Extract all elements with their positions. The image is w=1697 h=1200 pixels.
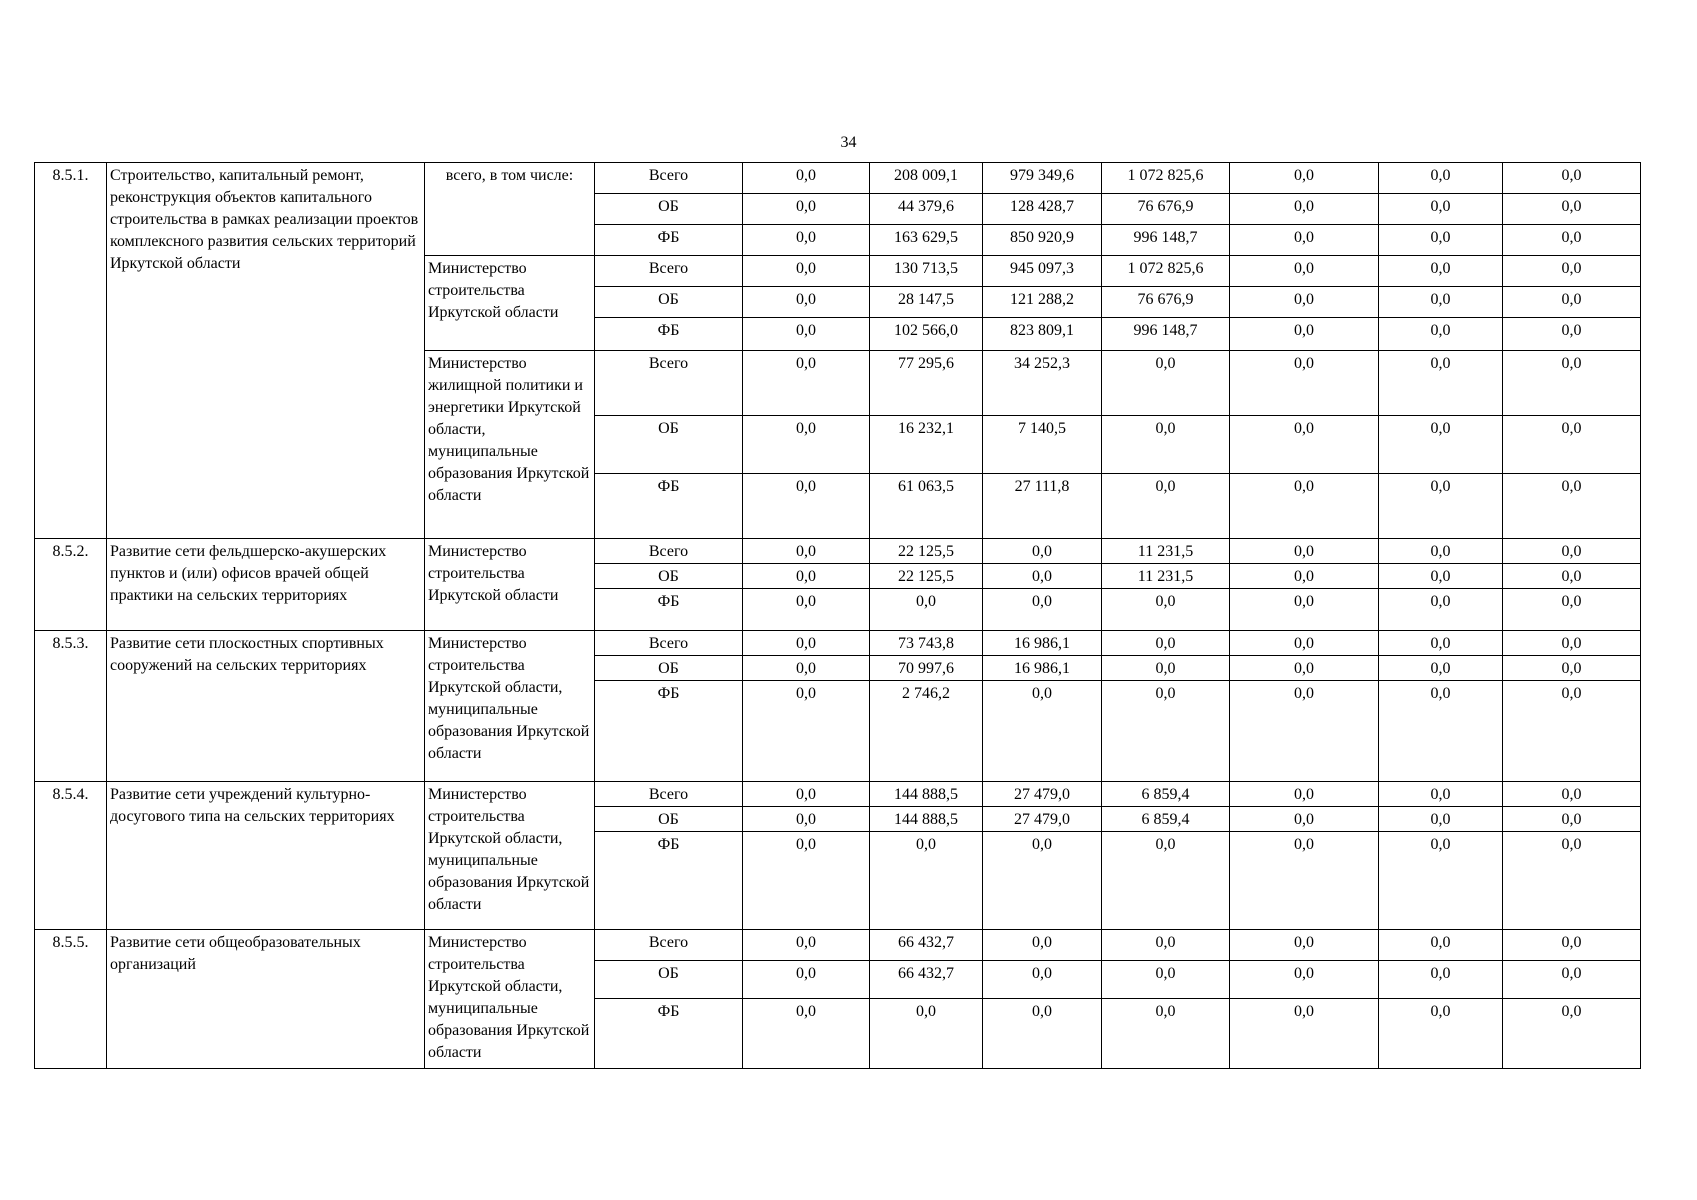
amount-cell: 0,0 [743, 782, 870, 807]
amount-cell: 0,0 [983, 681, 1102, 782]
amount-cell: 0,0 [1503, 256, 1641, 287]
amount-cell: 7 140,5 [983, 416, 1102, 474]
executor-cell: Министерство строительства Иркутской области [425, 539, 595, 631]
amount-cell: 0,0 [1379, 656, 1503, 681]
funding-source-cell: ОБ [595, 961, 743, 999]
amount-cell: 0,0 [1379, 782, 1503, 807]
table-row [35, 631, 1641, 656]
amount-cell: 0,0 [1503, 564, 1641, 589]
funding-source-cell: ФБ [595, 318, 743, 351]
amount-cell: 0,0 [983, 999, 1102, 1069]
amount-cell: 0,0 [1503, 225, 1641, 256]
amount-cell: 22 125,5 [870, 539, 983, 564]
amount-cell: 979 349,6 [983, 163, 1102, 194]
amount-cell: 0,0 [1503, 681, 1641, 782]
funding-source-cell: ФБ [595, 225, 743, 256]
amount-cell: 0,0 [1379, 351, 1503, 416]
amount-cell: 0,0 [1379, 589, 1503, 631]
amount-cell: 0,0 [1230, 416, 1379, 474]
amount-cell: 0,0 [1102, 961, 1230, 999]
funding-source-cell: ОБ [595, 807, 743, 832]
amount-cell: 0,0 [1230, 351, 1379, 416]
funding-source-cell: ФБ [595, 681, 743, 782]
funding-source-cell: ОБ [595, 194, 743, 225]
amount-cell: 0,0 [1379, 318, 1503, 351]
amount-cell: 0,0 [1379, 961, 1503, 999]
amount-cell: 0,0 [743, 287, 870, 318]
amount-cell: 1 072 825,6 [1102, 256, 1230, 287]
amount-cell: 0,0 [1503, 539, 1641, 564]
amount-cell: 0,0 [743, 416, 870, 474]
amount-cell: 0,0 [743, 351, 870, 416]
table-body [35, 163, 1641, 1069]
item-description: Развитие сети общеобразовательных организаций [107, 930, 425, 1069]
funding-source-cell: ФБ [595, 474, 743, 539]
amount-cell: 0,0 [743, 318, 870, 351]
amount-cell: 0,0 [1503, 318, 1641, 351]
executor-cell: Министерство строительства Иркутской области, муниципальные образования Иркутской области [425, 930, 595, 1069]
funding-source-cell: ОБ [595, 656, 743, 681]
amount-cell: 0,0 [1230, 474, 1379, 539]
amount-cell: 0,0 [1230, 656, 1379, 681]
amount-cell: 0,0 [1102, 999, 1230, 1069]
amount-cell: 121 288,2 [983, 287, 1102, 318]
amount-cell: 0,0 [1102, 681, 1230, 782]
amount-cell: 77 295,6 [870, 351, 983, 416]
amount-cell: 0,0 [1230, 807, 1379, 832]
amount-cell: 0,0 [1379, 416, 1503, 474]
amount-cell: 76 676,9 [1102, 194, 1230, 225]
amount-cell: 0,0 [1230, 631, 1379, 656]
amount-cell: 0,0 [1503, 656, 1641, 681]
item-code: 8.5.2. [35, 539, 107, 631]
amount-cell: 0,0 [1102, 589, 1230, 631]
item-code: 8.5.1. [35, 163, 107, 539]
page-number: 34 [840, 134, 857, 151]
amount-cell: 0,0 [1379, 807, 1503, 832]
item-code: 8.5.3. [35, 631, 107, 782]
amount-cell: 996 148,7 [1102, 318, 1230, 351]
amount-cell: 0,0 [1230, 256, 1379, 287]
amount-cell: 0,0 [1379, 681, 1503, 782]
amount-cell: 44 379,6 [870, 194, 983, 225]
amount-cell: 0,0 [743, 539, 870, 564]
amount-cell: 66 432,7 [870, 961, 983, 999]
amount-cell: 0,0 [743, 225, 870, 256]
amount-cell: 22 125,5 [870, 564, 983, 589]
amount-cell: 0,0 [1503, 589, 1641, 631]
funding-source-cell: Всего [595, 930, 743, 961]
amount-cell: 208 009,1 [870, 163, 983, 194]
amount-cell: 0,0 [743, 656, 870, 681]
executor-cell: Министерство строительства Иркутской области, муниципальные образования Иркутской области [425, 631, 595, 782]
item-description: Развитие сети учреждений культурно-досугового типа на сельских территориях [107, 782, 425, 930]
amount-cell: 128 428,7 [983, 194, 1102, 225]
item-description: Развитие сети плоскостных спортивных сооружений на сельских территориях [107, 631, 425, 782]
funding-source-cell: Всего [595, 631, 743, 656]
amount-cell: 0,0 [1230, 782, 1379, 807]
amount-cell: 0,0 [743, 832, 870, 930]
amount-cell: 0,0 [1503, 416, 1641, 474]
amount-cell: 0,0 [1379, 287, 1503, 318]
amount-cell: 144 888,5 [870, 782, 983, 807]
amount-cell: 0,0 [1230, 287, 1379, 318]
amount-cell: 0,0 [743, 256, 870, 287]
amount-cell: 0,0 [743, 930, 870, 961]
funding-source-cell: ОБ [595, 416, 743, 474]
funding-source-cell: Всего [595, 163, 743, 194]
table-row [35, 163, 1641, 194]
amount-cell: 0,0 [1230, 681, 1379, 782]
item-code: 8.5.4. [35, 782, 107, 930]
amount-cell: 0,0 [1379, 194, 1503, 225]
amount-cell: 0,0 [1379, 539, 1503, 564]
amount-cell: 1 072 825,6 [1102, 163, 1230, 194]
amount-cell: 163 629,5 [870, 225, 983, 256]
amount-cell: 0,0 [1379, 256, 1503, 287]
amount-cell: 0,0 [1503, 930, 1641, 961]
amount-cell: 0,0 [1230, 999, 1379, 1069]
funding-source-cell: ОБ [595, 564, 743, 589]
amount-cell: 945 097,3 [983, 256, 1102, 287]
amount-cell: 0,0 [1230, 930, 1379, 961]
amount-cell: 0,0 [983, 539, 1102, 564]
executor-cell: Министерство строительства Иркутской области [425, 256, 595, 351]
amount-cell: 0,0 [1230, 832, 1379, 930]
amount-cell: 0,0 [870, 832, 983, 930]
amount-cell: 144 888,5 [870, 807, 983, 832]
amount-cell: 0,0 [1379, 832, 1503, 930]
amount-cell: 0,0 [1102, 474, 1230, 539]
amount-cell: 16 232,1 [870, 416, 983, 474]
amount-cell: 0,0 [983, 961, 1102, 999]
amount-cell: 0,0 [1503, 351, 1641, 416]
amount-cell: 70 997,6 [870, 656, 983, 681]
amount-cell: 102 566,0 [870, 318, 983, 351]
amount-cell: 0,0 [1379, 631, 1503, 656]
amount-cell: 34 252,3 [983, 351, 1102, 416]
amount-cell: 0,0 [1503, 163, 1641, 194]
amount-cell: 850 920,9 [983, 225, 1102, 256]
funding-source-cell: ОБ [595, 287, 743, 318]
amount-cell: 0,0 [743, 589, 870, 631]
amount-cell: 0,0 [1230, 163, 1379, 194]
amount-cell: 11 231,5 [1102, 564, 1230, 589]
funding-source-cell: ФБ [595, 999, 743, 1069]
amount-cell: 0,0 [1102, 656, 1230, 681]
amount-cell: 0,0 [1230, 589, 1379, 631]
table-row [35, 782, 1641, 807]
amount-cell: 0,0 [743, 961, 870, 999]
amount-cell: 0,0 [1102, 631, 1230, 656]
amount-cell: 0,0 [1230, 564, 1379, 589]
amount-cell: 996 148,7 [1102, 225, 1230, 256]
amount-cell: 0,0 [743, 194, 870, 225]
amount-cell: 0,0 [1379, 930, 1503, 961]
amount-cell: 0,0 [983, 832, 1102, 930]
funding-source-cell: ФБ [595, 589, 743, 631]
amount-cell: 0,0 [1102, 416, 1230, 474]
amount-cell: 0,0 [1503, 631, 1641, 656]
amount-cell: 76 676,9 [1102, 287, 1230, 318]
amount-cell: 0,0 [1503, 999, 1641, 1069]
amount-cell: 0,0 [1503, 474, 1641, 539]
amount-cell: 16 986,1 [983, 656, 1102, 681]
amount-cell: 0,0 [743, 564, 870, 589]
amount-cell: 0,0 [743, 807, 870, 832]
amount-cell: 16 986,1 [983, 631, 1102, 656]
amount-cell: 0,0 [870, 589, 983, 631]
amount-cell: 0,0 [1503, 194, 1641, 225]
amount-cell: 27 479,0 [983, 782, 1102, 807]
funding-source-cell: Всего [595, 782, 743, 807]
table-row [35, 930, 1641, 961]
amount-cell: 0,0 [870, 999, 983, 1069]
amount-cell: 0,0 [1379, 564, 1503, 589]
amount-cell: 0,0 [983, 930, 1102, 961]
table-row [35, 539, 1641, 564]
amount-cell: 0,0 [983, 564, 1102, 589]
amount-cell: 6 859,4 [1102, 807, 1230, 832]
funding-source-cell: ФБ [595, 832, 743, 930]
amount-cell: 0,0 [1503, 782, 1641, 807]
amount-cell: 0,0 [1102, 351, 1230, 416]
amount-cell: 0,0 [1379, 225, 1503, 256]
funding-source-cell: Всего [595, 351, 743, 416]
amount-cell: 0,0 [1503, 807, 1641, 832]
amount-cell: 0,0 [1230, 318, 1379, 351]
amount-cell: 0,0 [1503, 961, 1641, 999]
amount-cell: 0,0 [1102, 930, 1230, 961]
item-description: Развитие сети фельдшерско-акушерских пунктов и (или) офисов врачей общей практики на сельских территориях [107, 539, 425, 631]
funding-source-cell: Всего [595, 256, 743, 287]
amount-cell: 61 063,5 [870, 474, 983, 539]
amount-cell: 130 713,5 [870, 256, 983, 287]
amount-cell: 73 743,8 [870, 631, 983, 656]
amount-cell: 0,0 [1230, 194, 1379, 225]
amount-cell: 6 859,4 [1102, 782, 1230, 807]
amount-cell: 11 231,5 [1102, 539, 1230, 564]
item-description: Строительство, капитальный ремонт, реконструкция объектов капитального строительства в рамках реализации проектов комплексного развития сельских территорий Иркутской области [107, 163, 425, 539]
executor-cell: Министерство жилищной политики и энергетики Иркутской области, муниципальные образования Иркутской области [425, 351, 595, 539]
amount-cell: 0,0 [743, 631, 870, 656]
amount-cell: 0,0 [1379, 999, 1503, 1069]
funding-source-cell: Всего [595, 539, 743, 564]
amount-cell: 28 147,5 [870, 287, 983, 318]
amount-cell: 0,0 [983, 589, 1102, 631]
amount-cell: 823 809,1 [983, 318, 1102, 351]
amount-cell: 0,0 [743, 999, 870, 1069]
amount-cell: 27 479,0 [983, 807, 1102, 832]
amount-cell: 0,0 [743, 163, 870, 194]
executor-cell: всего, в том числе: [425, 163, 595, 256]
amount-cell: 0,0 [1230, 961, 1379, 999]
amount-cell: 0,0 [1102, 832, 1230, 930]
amount-cell: 0,0 [743, 474, 870, 539]
amount-cell: 66 432,7 [870, 930, 983, 961]
amount-cell: 2 746,2 [870, 681, 983, 782]
executor-cell: Министерство строительства Иркутской области, муниципальные образования Иркутской области [425, 782, 595, 930]
amount-cell: 0,0 [1503, 832, 1641, 930]
amount-cell: 27 111,8 [983, 474, 1102, 539]
amount-cell: 0,0 [1230, 539, 1379, 564]
amount-cell: 0,0 [743, 681, 870, 782]
amount-cell: 0,0 [1379, 163, 1503, 194]
amount-cell: 0,0 [1379, 474, 1503, 539]
item-code: 8.5.5. [35, 930, 107, 1069]
amount-cell: 0,0 [1230, 225, 1379, 256]
funding-table [34, 162, 1641, 1069]
amount-cell: 0,0 [1503, 287, 1641, 318]
